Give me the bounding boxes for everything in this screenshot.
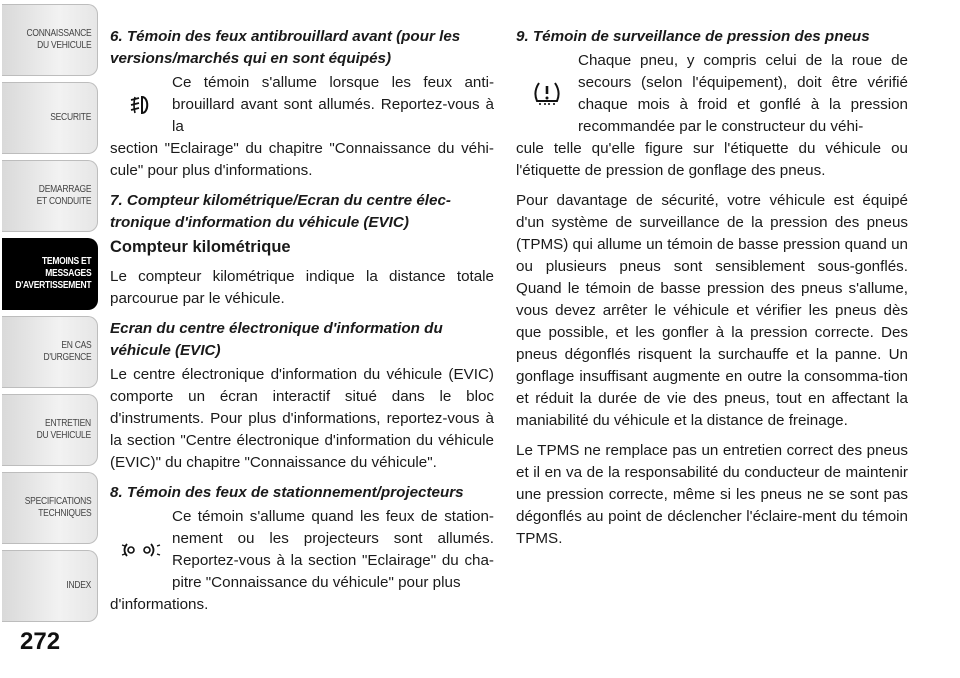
section-8-text: Ce témoin s'allume quand les feux de station-nement ou les projecteurs sont allumés. Reportez-vous à la section "Eclairage" du cha-pitre "Connaissance du véhicule" pour plus (172, 508, 494, 591)
section-9-text: Chaque pneu, y compris celui de la roue de secours (selon l'équipement), doit être vérifié chaque mois à froid et gonflé à la pression recommandée par le constructeur du véhi- (578, 52, 908, 135)
front-fog-light-icon (110, 72, 172, 138)
odometer-subheading: Compteur kilométrique (110, 238, 291, 256)
section-6-text: Ce témoin s'allume lorsque les feux anti-brouillard avant sont allumés. Reportez-vous à la (172, 74, 494, 135)
tab-securite[interactable]: SECURITE (2, 82, 98, 154)
section-9-continued: cule telle qu'elle figure sur l'étiquette du véhicule ou l'étiquette de pression de gonflage des pneus. (516, 140, 908, 179)
page-number: 272 (20, 628, 61, 655)
section-6-heading: 6. Témoin des feux antibrouillard avant (pour les versions/marchés qui en sont équipés) (110, 28, 461, 67)
tab-connaissance-du-vehicule[interactable]: CONNAISSANCE DU VEHICULE (2, 4, 98, 76)
evic-heading: Ecran du centre électronique d'information du véhicule (EVIC) (110, 320, 443, 359)
section-8-continued: d'informations. (110, 596, 209, 613)
section-7-heading: 7. Compteur kilométrique/Ecran du centre élec-tronique d'information du véhicule (EVIC) (110, 192, 451, 231)
section-6-icon-block (110, 72, 494, 138)
tpms-maintenance-paragraph: Le TPMS ne remplace pas un entretien correct des pneus et il en va de la responsabilité du conducteur de maintenir une pression correcte, même si les pneus ne se sont pas dégonflés au point de déclencher l'éclaire-ment du témoin TPMS. (516, 442, 908, 547)
tab-temoins-et-messages[interactable]: TEMOINS ET MESSAGES D'AVERTISSEMENT (2, 238, 98, 310)
right-column (516, 26, 908, 558)
section-9-icon-block (516, 50, 908, 138)
odometer-paragraph: Le compteur kilométrique indique la distance totale parcourue par le véhicule. (110, 268, 494, 307)
tire-pressure-warning-icon (516, 50, 578, 138)
tab-en-cas-d-urgence[interactable]: EN CAS D'URGENCE (2, 316, 98, 388)
tab-demarrage-et-conduite[interactable]: DEMARRAGE ET CONDUITE (2, 160, 98, 232)
tpms-safety-paragraph: Pour davantage de sécurité, votre véhicule est équipé d'un système de surveillance de la pression des pneus (TPMS) qui allume un témoin de basse pression quand un ou plusieurs pneus sont sensiblement sous-gonflés. Quand le témoin de basse pression des pneus s'allume, vous devez arrêter le véhicule et vérifier les pneus dès que possible, et les gonfler à la pression correcte. Des pneus dégonflés risquent la surchauffe et la panne. Un gonflage insuffisant augmente en outre la consomma-tion et réduit la durée de vie des pneus, tout en affectant la maniabilité du véhicule et la distance de freinage. (516, 192, 908, 429)
tab-entretien-du-vehicule[interactable]: ENTRETIEN DU VEHICULE (2, 394, 98, 466)
section-8-icon-block (110, 506, 494, 594)
section-6-continued: section "Eclairage" du chapitre "Connaissance du véhi-cule" pour plus d'informations. (110, 140, 494, 179)
tab-index[interactable]: INDEX (2, 550, 98, 622)
tab-specifications-techniques[interactable]: SPECIFICATIONS TECHNIQUES (2, 472, 98, 544)
section-9-heading: 9. Témoin de surveillance de pression des pneus (516, 28, 870, 45)
section-8-heading: 8. Témoin des feux de stationnement/projecteurs (110, 484, 464, 501)
parking-lights-icon (110, 506, 172, 594)
evic-paragraph: Le centre électronique d'information du véhicule (EVIC) comporte un écran interactif situé dans le bloc d'instruments. Pour plus d'informations, reportez-vous à la section "Centre électronique d'information du véhicule (EVIC)" du chapitre "Connaissance du véhicule". (110, 366, 494, 471)
left-column (110, 26, 494, 624)
chapter-sidebar (0, 0, 102, 640)
